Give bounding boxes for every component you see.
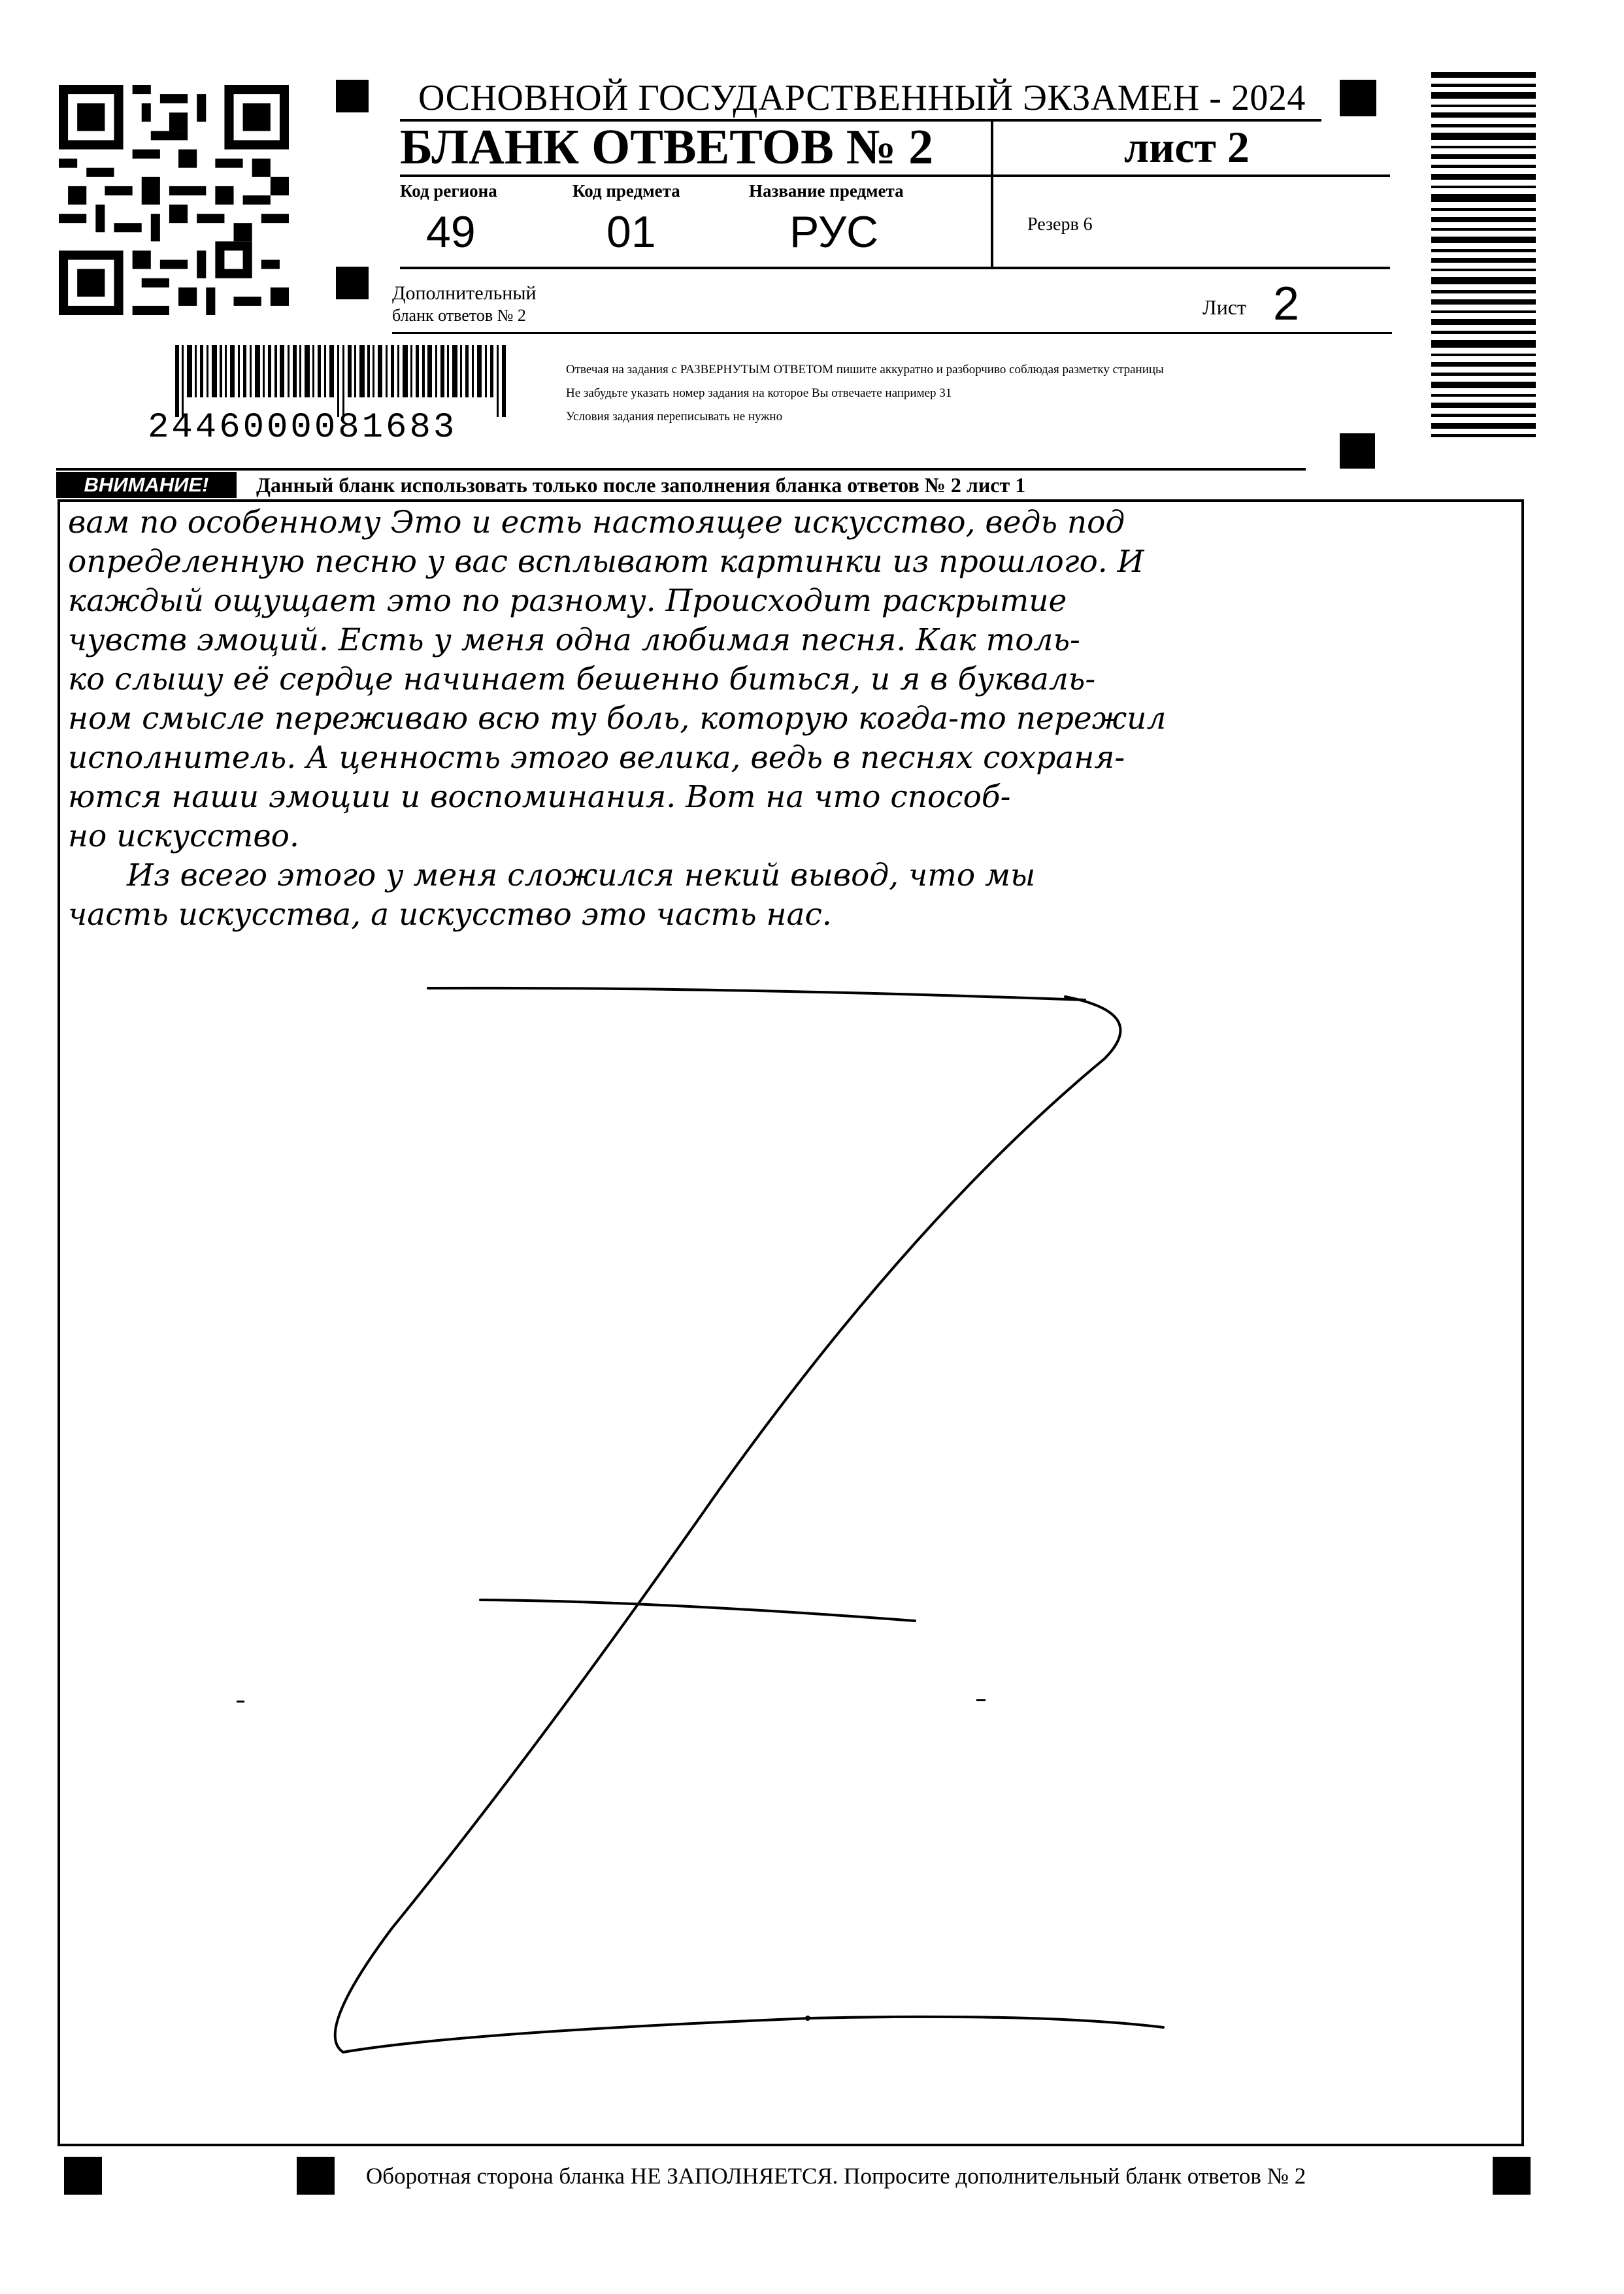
- form-title: БЛАНК ОТВЕТОВ № 2: [400, 120, 934, 175]
- instruction-line: Не забудьте указать номер задания на которое Вы отвечаете например 31: [566, 386, 952, 400]
- answer-line: чувств эмоций. Есть у меня одна любимая песня. Как толь-: [68, 622, 1080, 658]
- answer-line: каждый ощущает это по разному. Происходит раскрытие: [68, 583, 1067, 619]
- instruction-line: Отвечая на задания с РАЗВЕРНУТЫМ ОТВЕТОМ пишите аккуратно и разборчиво соблюдая разметку страницы: [566, 363, 1164, 376]
- sheet-title: лист 2: [1124, 122, 1250, 172]
- region-label: Код региона: [400, 181, 497, 201]
- warning-text: Данный бланк использовать только после заполнения бланка ответов № 2 лист 1: [256, 473, 1026, 497]
- region-value: 49: [426, 207, 476, 257]
- reserve-label: Резерв 6: [1027, 214, 1093, 235]
- instruction-line: Условия задания переписывать не нужно: [566, 410, 783, 424]
- warning-badge: ВНИМАНИЕ!: [56, 472, 237, 498]
- answer-line: ко слышу её сердце начинает бешенно биться, и я в букваль-: [68, 661, 1096, 697]
- answer-line: исполнитель. А ценность этого велика, ведь в песнях сохраня-: [68, 740, 1125, 776]
- subject-code-value: 01: [606, 207, 656, 257]
- answer-line: часть искусства, а искусство это часть нас.: [68, 897, 832, 933]
- answer-line: ном смысле переживаю всю ту боль, которую когда-то пережил: [68, 701, 1167, 737]
- sheet-label: Лист: [1202, 295, 1247, 319]
- answer-line: Из всего этого у меня сложился некий вывод, что мы: [127, 857, 1036, 893]
- answer-line: ются наши эмоции и воспоминания. Вот на что способ-: [68, 779, 1011, 815]
- footer-note: Оборотная сторона бланка НЕ ЗАПОЛНЯЕТСЯ. Попросите дополнительный бланк ответов № 2: [366, 2163, 1306, 2189]
- exam-title: ОСНОВНОЙ ГОСУДАРСТВЕННЫЙ ЭКЗАМЕН - 2024: [418, 78, 1306, 118]
- subject-name-value: РУС: [789, 207, 879, 257]
- subject-code-label: Код предмета: [572, 181, 680, 201]
- additional-label-line-1: Дополнительный: [392, 282, 537, 304]
- additional-label-line-2: бланк ответов № 2: [392, 306, 526, 325]
- barcode-number: 2446000081683: [148, 408, 457, 448]
- sheet-number: 2: [1273, 278, 1300, 330]
- answer-line: но искусство.: [68, 818, 299, 854]
- answer-line: определенную песню у вас всплывают картинки из прошлого. И: [68, 544, 1144, 580]
- subject-name-label: Название предмета: [749, 181, 904, 201]
- answer-line: вам по особенному Это и есть настоящее искусство, ведь под: [68, 505, 1125, 540]
